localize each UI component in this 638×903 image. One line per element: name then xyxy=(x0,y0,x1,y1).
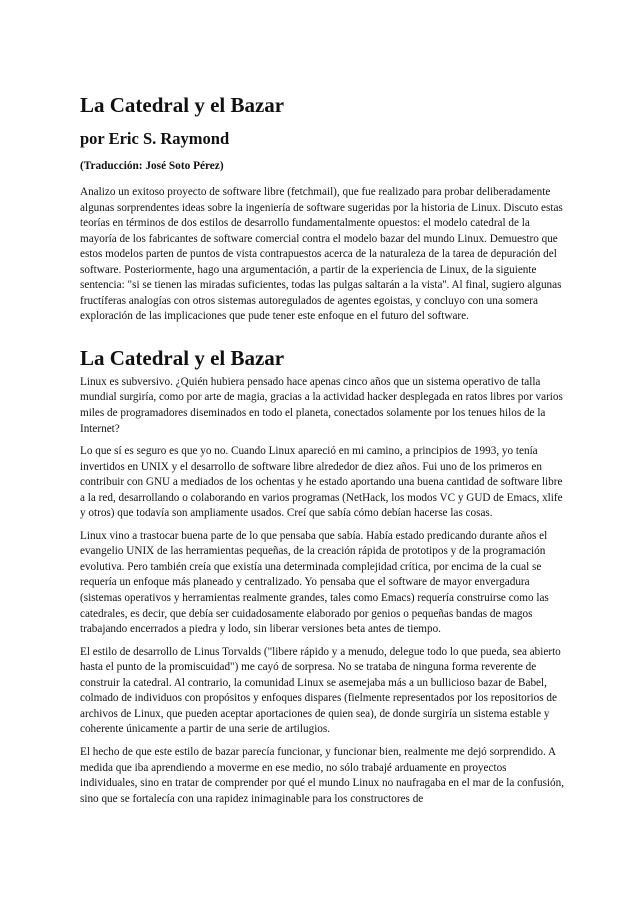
author-line: por Eric S. Raymond xyxy=(80,129,230,148)
body-paragraph-1: Linux es subversivo. ¿Quién hubiera pensado hace apenas cinco años que un sistema operativo de talla mundial surgiría, como por arte de magia, gracias a la actividad hacker desplegada en ratos libres por varios miles de programadores diseminados en todo el planeta, conectados solamente por los tenues hilos de la Internet? xyxy=(80,375,563,435)
body-paragraph-3: Linux vino a trastocar buena parte de lo que pensaba que sabía. Había estado predicando durante años el evangelio UNIX de las herramientas pequeñas, de la creación rápida de prototipos y de la programación evolutiva. Pero también creía que existía una determinada complejidad crítica, por encima de la cual se requería un enfoque más planeado y centralizado. Yo pensaba que el software de mayor envergadura (sistemas operativos y herramientas realmente grandes, tales como Emacs) requería construirse como las catedrales, es decir, que debía ser cuidadosamente elaborado por genios o pequeñas bandas de magos trabajando encerrados a piedra y lodo, sin liberar versiones beta antes de tiempo. xyxy=(80,529,549,636)
translator-line: (Traducción: José Soto Pérez) xyxy=(80,160,224,172)
section-title: La Catedral y el Bazar xyxy=(80,345,285,370)
body-paragraph-4: El estilo de desarrollo de Linus Torvalds ("libere rápido y a menudo, delegue todo lo que pueda, sea abierto hasta el punto de la promiscuidad") me cayó de sorpresa. No se trataba de ninguna forma reverente de construir la catedral. Al contrario, la comunidad Linux se asemejaba más a un bullicioso bazar de Babel, colmado de individuos con propósitos y enfoques dispares (fielmente representados por los repositorios de archivos de Linux, que pueden aceptar aportaciones de quien sea), de donde surgiría un sistema estable y coherente únicamente a partir de una serie de artilugios. xyxy=(80,645,561,736)
abstract-paragraph: Analizo un exitoso proyecto de software libre (fetchmail), que fue realizado para probar deliberadamente algunas sorprendentes ideas sobre la ingeniería de software sugeridas por la historia de Linux. Discuto estas teorías en términos de dos estilos de desarrollo fundamentalmente opuestos: el modelo catedral de la mayoría de los fabricantes de software comercial contra el modelo bazar del mundo Linux. Demuestro que estos modelos parten de puntos de vista contrapuestos acerca de la naturaleza de la tarea de depuración del software. Posteriormente, hago una argumentación, a partir de la experiencia de Linux, de la siguiente sentencia: "si se tienen las miradas suficientes, todas las pulgas saltarán a la vista''. Al final, sugiero algunas fructíferas analogías con otros sistemas autoregulados de agentes egoistas, y concluyo con una somera exploración de las implicaciones que pude tener este enfoque en el futuro del software. xyxy=(80,186,563,323)
body-paragraph-5: El hecho de que este estilo de bazar parecía funcionar, y funcionar bien, realmente me dejó sorprendido. A medida que iba aprendiendo a moverme en ese medio, no sólo trabajé arduamente en proyectos individuales, sino en tratar de comprender por qué el mundo Linux no naufragaba en el mar de la confusión, sino que se fortalecía con una rapidez inimaginable para los constructores de xyxy=(80,745,565,805)
body-paragraph-2: Lo que sí es seguro es que yo no. Cuando Linux apareció en mi camino, a principios de 1993, yo tenía invertidos en UNIX y el desarrollo de software libre alrededor de diez años. Fui uno de los primeros en contribuir con GNU a mediados de los ochentas y he estado aportando una buena cantidad de software libre a la red, desarrollando o colaborando en varios programas (NetHack, los modos VC y GUD de Emacs, xlife y otros) que todavía son ampliamente usados. Creí que sabía cómo debían hacerse las cosas. xyxy=(80,445,563,520)
document-page xyxy=(80,92,566,814)
document-title: La Catedral y el Bazar xyxy=(80,93,285,117)
